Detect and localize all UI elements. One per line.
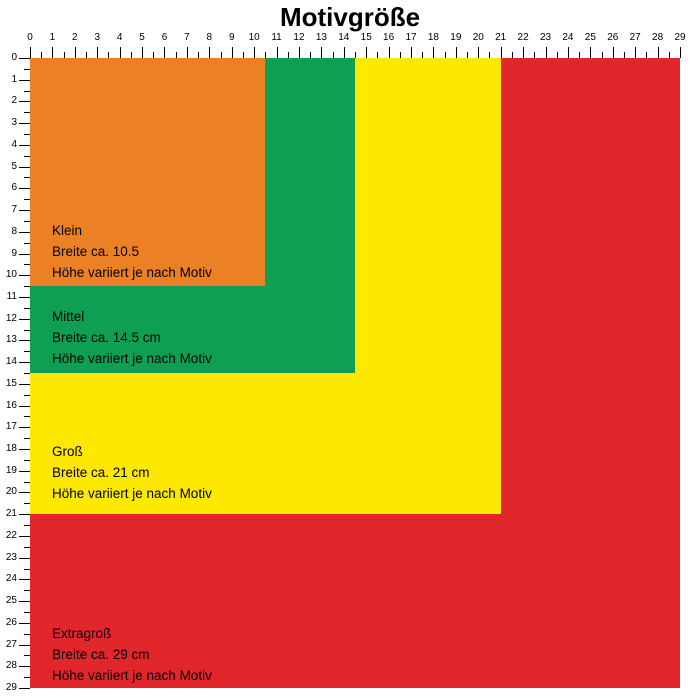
ruler-tick-y-28 xyxy=(19,666,30,667)
ruler-label-x-20: 20 xyxy=(472,32,484,43)
ruler-label-x-18: 18 xyxy=(427,32,439,43)
size-name-extragross: Extragroß xyxy=(52,626,112,641)
ruler-tick-x-27 xyxy=(635,47,636,58)
ruler-tick-x-5 xyxy=(142,47,143,58)
ruler-label-y-26: 26 xyxy=(5,616,17,628)
ruler-tick-y-23 xyxy=(19,558,30,559)
ruler-label-y-1: 1 xyxy=(11,73,17,85)
size-height-extragross: Höhe variiert je nach Motiv xyxy=(52,668,212,683)
ruler-tick-y-27 xyxy=(19,645,30,646)
ruler-tick-x-22 xyxy=(523,47,524,58)
label-block-klein xyxy=(52,220,212,283)
ruler-label-y-10: 10 xyxy=(5,269,17,281)
ruler-label-x-1: 1 xyxy=(49,32,56,43)
ruler-label-y-9: 9 xyxy=(11,247,17,259)
ruler-tick-x-9 xyxy=(232,47,233,58)
ruler-tick-x-15 xyxy=(366,47,367,58)
ruler-label-y-28: 28 xyxy=(5,660,17,672)
ruler-tick-y-29 xyxy=(19,688,30,689)
ruler-tick-y-10 xyxy=(19,275,30,276)
ruler-tick-x-17 xyxy=(411,47,412,58)
ruler-label-y-20: 20 xyxy=(5,486,17,498)
ruler-label-x-0: 0 xyxy=(27,32,33,43)
ruler-label-x-6: 6 xyxy=(161,32,168,43)
ruler-tick-y-16 xyxy=(19,406,30,407)
ruler-tick-y-3 xyxy=(19,123,30,124)
size-width-mittel: Breite ca. 14.5 cm xyxy=(52,330,161,345)
ruler-label-y-16: 16 xyxy=(5,399,17,411)
size-name-gross: Groß xyxy=(52,444,83,459)
ruler-label-y-6: 6 xyxy=(11,182,17,194)
ruler-label-x-10: 10 xyxy=(248,32,260,43)
ruler-tick-y-5 xyxy=(19,167,30,168)
ruler-tick-y-25 xyxy=(19,601,30,602)
ruler-tick-x-10 xyxy=(254,47,255,58)
ruler-label-x-21: 21 xyxy=(495,32,507,43)
ruler-label-x-4: 4 xyxy=(116,32,123,43)
ruler-tick-y-19 xyxy=(19,471,30,472)
ruler-tick-x-20 xyxy=(478,47,479,58)
ruler-label-x-9: 9 xyxy=(228,32,235,43)
ruler-label-x-3: 3 xyxy=(94,32,101,43)
ruler-tick-x-11 xyxy=(277,47,278,58)
ruler-label-y-0: 0 xyxy=(11,52,17,63)
ruler-label-x-22: 22 xyxy=(517,32,529,43)
ruler-tick-y-13 xyxy=(19,340,30,341)
ruler-label-x-26: 26 xyxy=(607,32,619,43)
ruler-tick-y-12 xyxy=(19,319,30,320)
ruler-tick-x-2 xyxy=(75,47,76,58)
ruler-tick-y-4 xyxy=(19,145,30,146)
ruler-label-y-7: 7 xyxy=(11,204,17,216)
page-title: Motivgröße xyxy=(279,2,421,32)
ruler-tick-y-9 xyxy=(19,254,30,255)
ruler-label-y-19: 19 xyxy=(5,464,17,476)
ruler-tick-y-24 xyxy=(19,579,30,580)
ruler-label-y-25: 25 xyxy=(5,595,17,607)
ruler-tick-x-24 xyxy=(568,47,569,58)
ruler-tick-x-25 xyxy=(590,47,591,58)
ruler-label-y-29: 29 xyxy=(5,682,17,693)
ruler-tick-x-21 xyxy=(501,47,502,58)
size-height-klein: Höhe variiert je nach Motiv xyxy=(52,265,212,280)
label-block-extragross xyxy=(52,623,212,686)
label-block-mittel xyxy=(52,306,212,369)
ruler-label-y-22: 22 xyxy=(5,529,17,541)
ruler-tick-x-29 xyxy=(680,47,681,58)
ruler-label-x-12: 12 xyxy=(293,32,305,43)
ruler-label-x-8: 8 xyxy=(206,32,213,43)
ruler-vertical xyxy=(5,52,30,693)
ruler-tick-y-20 xyxy=(19,492,30,493)
ruler-label-x-29: 29 xyxy=(674,32,686,43)
ruler-tick-x-14 xyxy=(344,47,345,58)
ruler-label-y-8: 8 xyxy=(11,225,17,237)
ruler-label-y-11: 11 xyxy=(6,290,17,302)
ruler-tick-y-15 xyxy=(19,384,30,385)
ruler-tick-x-7 xyxy=(187,47,188,58)
ruler-label-y-5: 5 xyxy=(11,160,17,172)
ruler-tick-x-8 xyxy=(209,47,210,58)
ruler-label-x-7: 7 xyxy=(184,32,190,43)
size-width-klein: Breite ca. 10.5 xyxy=(52,244,140,259)
ruler-tick-x-0 xyxy=(30,47,31,58)
ruler-label-y-21: 21 xyxy=(5,508,17,520)
ruler-label-x-23: 23 xyxy=(539,32,552,43)
ruler-tick-x-16 xyxy=(389,47,390,58)
ruler-label-y-2: 2 xyxy=(11,95,17,107)
size-width-extragross: Breite ca. 29 cm xyxy=(52,647,150,662)
ruler-label-x-2: 2 xyxy=(72,32,78,43)
ruler-tick-y-21 xyxy=(19,514,30,515)
ruler-tick-y-17 xyxy=(19,427,30,428)
ruler-tick-x-13 xyxy=(321,47,322,58)
ruler-label-x-24: 24 xyxy=(562,32,574,43)
ruler-tick-y-2 xyxy=(19,101,30,102)
size-height-gross: Höhe variiert je nach Motiv xyxy=(52,486,212,501)
ruler-label-y-13: 13 xyxy=(5,334,17,346)
ruler-tick-x-12 xyxy=(299,47,300,58)
ruler-label-y-18: 18 xyxy=(5,443,17,455)
ruler-label-y-3: 3 xyxy=(11,117,17,129)
size-height-mittel: Höhe variiert je nach Motiv xyxy=(52,351,212,366)
ruler-label-x-28: 28 xyxy=(652,32,664,43)
ruler-tick-x-23 xyxy=(546,47,547,58)
ruler-label-y-4: 4 xyxy=(11,138,17,150)
ruler-tick-y-14 xyxy=(19,362,30,363)
size-chart-plot-area xyxy=(30,58,680,688)
ruler-label-x-17: 17 xyxy=(405,32,417,43)
ruler-tick-y-18 xyxy=(19,449,30,450)
ruler-label-y-17: 17 xyxy=(5,421,17,433)
ruler-label-y-23: 23 xyxy=(5,551,17,563)
ruler-label-x-14: 14 xyxy=(338,32,350,43)
ruler-tick-y-22 xyxy=(19,536,30,537)
ruler-tick-x-19 xyxy=(456,47,457,58)
ruler-tick-x-6 xyxy=(164,47,165,58)
ruler-tick-x-26 xyxy=(613,47,614,58)
ruler-label-x-13: 13 xyxy=(315,32,327,43)
ruler-tick-y-8 xyxy=(19,232,30,233)
ruler-label-y-27: 27 xyxy=(5,638,17,650)
ruler-tick-x-1 xyxy=(52,47,53,58)
ruler-label-x-27: 27 xyxy=(629,32,641,43)
ruler-label-x-11: 11 xyxy=(271,32,282,43)
label-block-gross xyxy=(52,441,212,504)
size-width-gross: Breite ca. 21 cm xyxy=(52,465,150,480)
ruler-tick-x-3 xyxy=(97,47,98,58)
ruler-label-y-14: 14 xyxy=(5,356,17,368)
ruler-horizontal xyxy=(27,32,686,58)
ruler-tick-x-28 xyxy=(658,47,659,58)
ruler-label-y-15: 15 xyxy=(5,377,17,389)
ruler-label-y-12: 12 xyxy=(5,312,17,324)
ruler-label-y-24: 24 xyxy=(5,573,17,585)
ruler-label-x-25: 25 xyxy=(584,32,596,43)
ruler-tick-y-6 xyxy=(19,188,30,189)
size-name-mittel: Mittel xyxy=(52,309,85,324)
ruler-tick-y-1 xyxy=(19,80,30,81)
ruler-label-x-19: 19 xyxy=(450,32,462,43)
ruler-tick-y-7 xyxy=(19,210,30,211)
ruler-label-x-16: 16 xyxy=(383,32,395,43)
ruler-tick-y-26 xyxy=(19,623,30,624)
ruler-tick-x-4 xyxy=(120,47,121,58)
ruler-tick-y-11 xyxy=(19,297,30,298)
ruler-tick-y-0 xyxy=(19,58,30,59)
ruler-label-x-5: 5 xyxy=(139,32,145,43)
size-name-klein: Klein xyxy=(52,223,83,238)
ruler-label-x-15: 15 xyxy=(360,32,372,43)
ruler-tick-x-18 xyxy=(433,47,434,58)
